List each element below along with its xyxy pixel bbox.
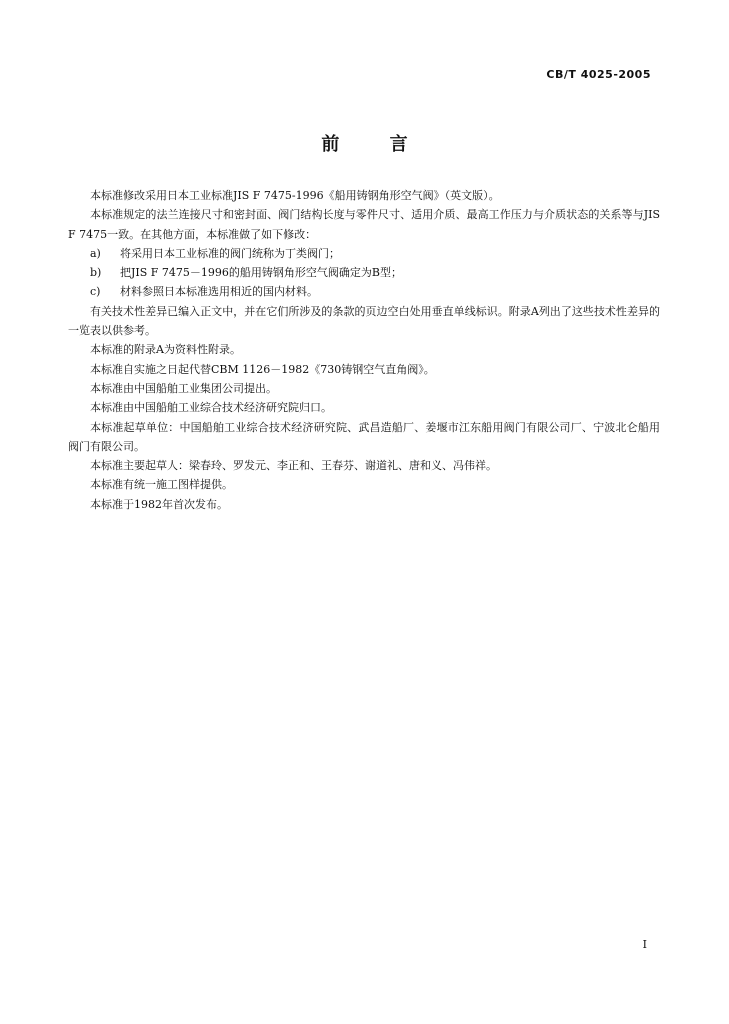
- paragraph-adoption: 本标准修改采用日本工业标准JIS F 7475-1996《船用铸钢角形空气阀》（英文版）。: [90, 189, 500, 202]
- list-item-text: 将采用日本工业标准的阀门统称为丁类阀门；: [120, 246, 340, 260]
- list-item-text: 把JIS F 7475－1996的船用铸钢角形空气阀确定为B型；: [120, 266, 402, 280]
- paragraph-drafting-units: 本标准起草单位：中国船舶工业综合技术经济研究院、武昌造船厂、姜堰市江东船用阀门有限公司厂、宁波北仑船用阀门有限公司。: [68, 420, 660, 453]
- list-item: [68, 244, 660, 263]
- list-item-text: 材料参照日本标准选用相近的国内材料。: [120, 285, 318, 299]
- paragraph-drawings: 本标准有统一施工图样提供。: [90, 478, 233, 492]
- paragraph-first-published: 本标准于1982年首次发布。: [90, 497, 228, 511]
- paragraph-proposed-by: 本标准由中国船舶工业集团公司提出。: [90, 381, 277, 395]
- list-marker: a): [90, 246, 101, 260]
- page-title: 前 言: [321, 134, 430, 155]
- list-item: [68, 263, 660, 282]
- list-marker: b): [90, 266, 102, 280]
- standard-code: CB/T 4025-2005: [546, 68, 651, 81]
- list-item: [68, 282, 660, 301]
- paragraph-drafters: 本标准主要起草人：梁春玲、罗发元、李正和、王春芬、谢道礼、唐和义、冯伟祥。: [90, 459, 497, 473]
- foreword-body: [68, 186, 660, 514]
- list-marker: c): [90, 285, 101, 299]
- paragraph-modifications: 本标准规定的法兰连接尺寸和密封面、阀门结构长度与零件尺寸、适用介质、最高工作压力与介质状态的关系等与JIS F 7475一致。在其他方面，本标准做了如下修改：: [68, 208, 660, 241]
- paragraph-replaces: 本标准自实施之日起代替CBM 1126－1982《730铸钢空气直角阀》。: [90, 362, 435, 376]
- paragraph-administered-by: 本标准由中国船舶工业综合技术经济研究院归口。: [90, 401, 332, 415]
- page-number: I: [642, 938, 647, 951]
- paragraph-technical-differences: 有关技术性差异已编入正文中，并在它们所涉及的条款的页边空白处用垂直单线标识。附录A列出了这些技术性差异的一览表以供参考。: [68, 304, 660, 338]
- paragraph-appendix: 本标准的附录A为资料性附录。: [90, 343, 241, 357]
